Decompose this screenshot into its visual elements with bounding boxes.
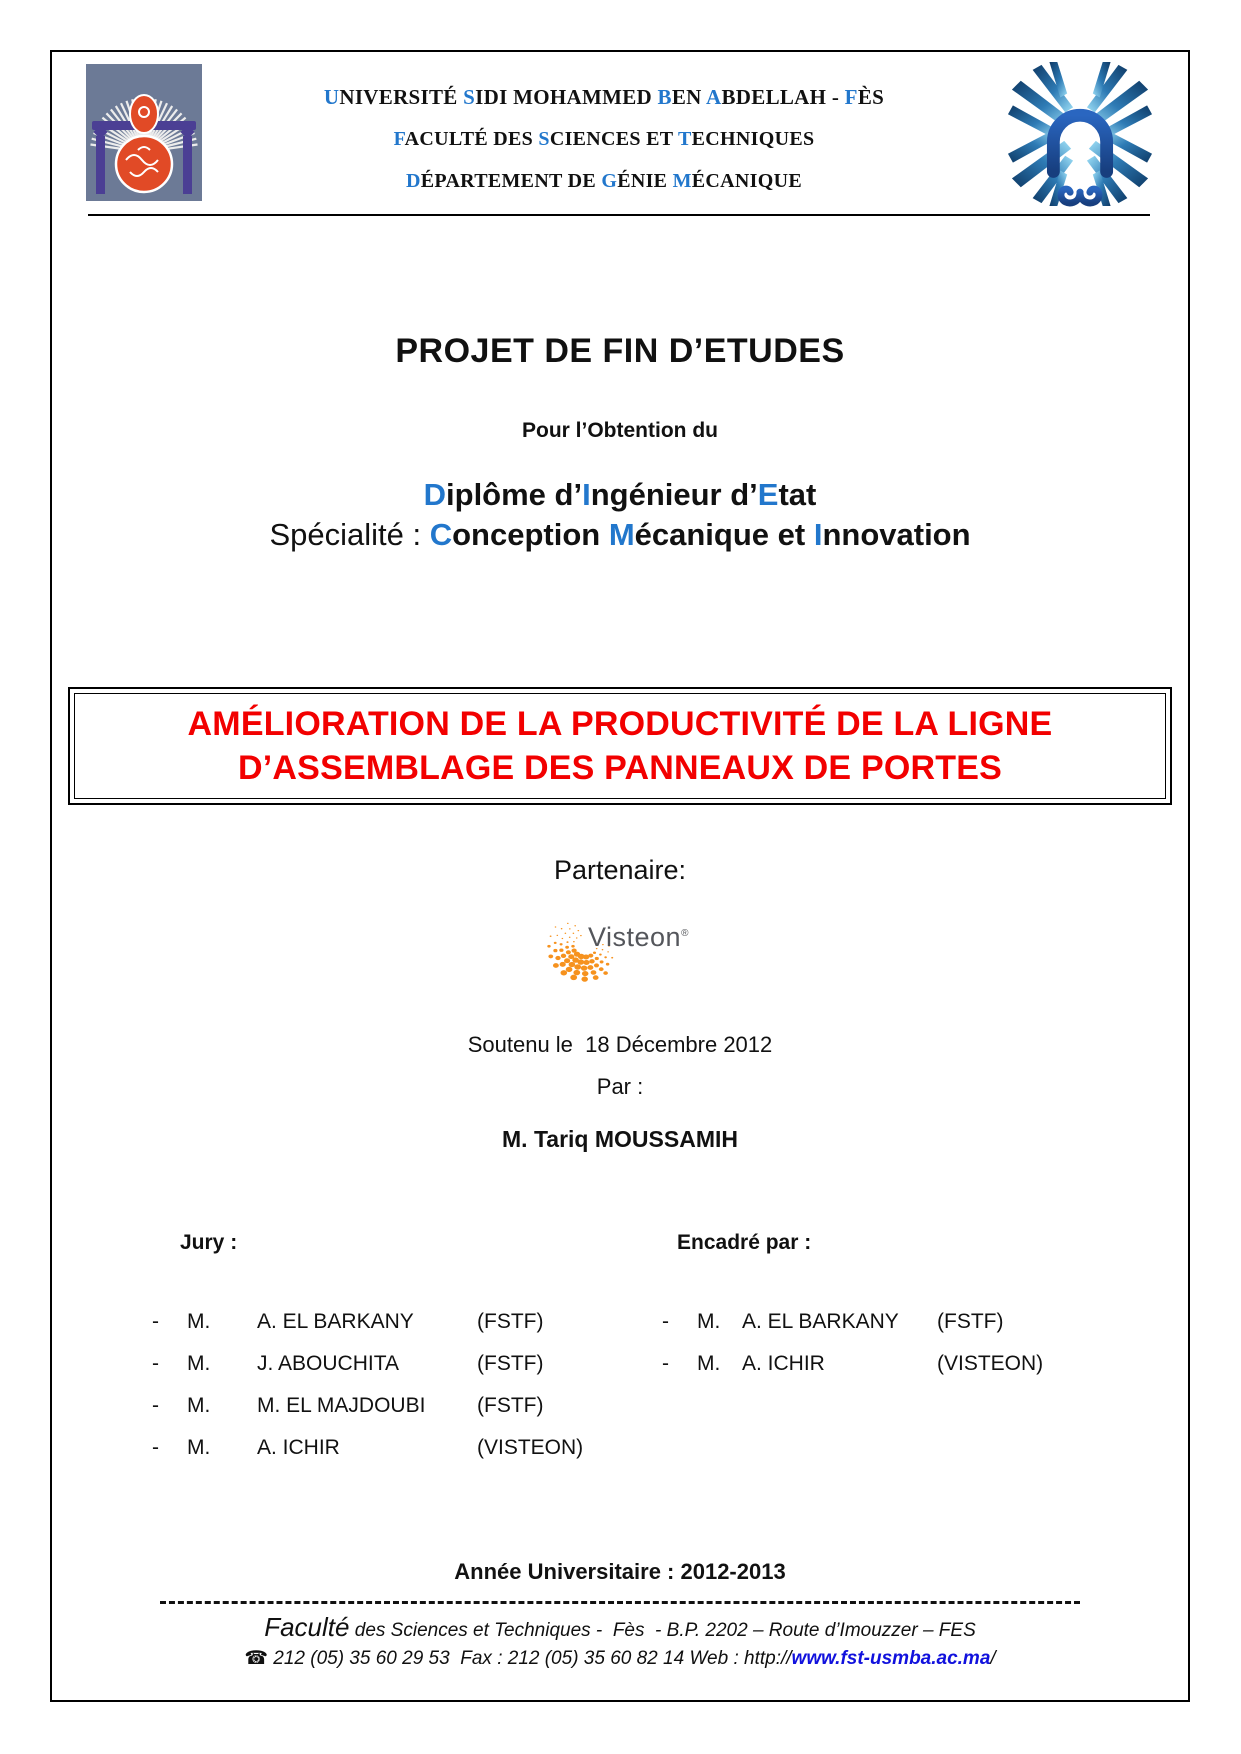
jury-label: Jury :: [180, 1231, 238, 1254]
jury-row: - M. A. ICHIR (VISTEON): [152, 1436, 584, 1459]
jury-row: - M. J. ABOUCHITA (FSTF): [152, 1352, 544, 1375]
defense-date: Soutenu le 18 Décembre 2012: [467, 1032, 773, 1057]
website-link[interactable]: www.fst-usmba.ac.ma: [791, 1648, 991, 1669]
jury-row: - M. A. EL BARKANY (FSTF): [152, 1310, 544, 1333]
supervisors-column: [662, 1231, 1132, 1469]
contact-line: [52, 1647, 1188, 1670]
diploma-line: Diplôme d’Ingénieur d’Etat: [423, 477, 817, 512]
thesis-title-line1: AMÉLIORATION DE LA PRODUCTIVITÉ DE LA LIGNE: [187, 705, 1053, 743]
faculty-address: [52, 1612, 1188, 1643]
supervisor-row: - M. A. ICHIR (VISTEON): [662, 1352, 1044, 1375]
institution-heading: [202, 64, 1006, 202]
by-label: Par :: [596, 1074, 644, 1099]
supervisors-label: Encadré par :: [677, 1231, 812, 1254]
page-border-frame: [50, 50, 1190, 1702]
faculty-name: FACULTÉ DES SCIENCES ET TECHNIQUES: [393, 128, 815, 150]
purpose-line: Pour l’Obtention du: [522, 419, 718, 442]
jury-row: - M. M. EL MAJDOUBI (FSTF): [152, 1394, 544, 1417]
supervisor-row: - M. A. EL BARKANY (FSTF): [662, 1310, 1004, 1333]
university-name: UNIVERSITÉ SIDI MOHAMMED BEN ABDELLAH - FÈS: [323, 85, 885, 109]
dashed-divider: [160, 1601, 1080, 1604]
registered-mark: ®: [681, 928, 689, 939]
thesis-title-line2: D’ASSEMBLAGE DES PANNEAUX DE PORTES: [238, 749, 1002, 787]
department-name: DÉPARTEMENT DE GÉNIE MÉCANIQUE: [406, 170, 802, 192]
faculty-address-lead: Faculté: [264, 1612, 350, 1642]
fst-logo: [1006, 60, 1154, 208]
specialty-line: Spécialité : Conception Mécanique et Innovation: [269, 517, 971, 552]
jury-column: [152, 1231, 622, 1469]
visteon-wordmark: Visteon®: [588, 922, 689, 952]
university-logo: [86, 64, 202, 201]
faculty-address-rest: des Sciences et Techniques - Fès - B.P. 2202 – Route d’Imouzzer – FES: [349, 1620, 976, 1641]
visteon-swirl-icon: [530, 983, 640, 1000]
header-divider: [88, 214, 1150, 216]
partner-label: Partenaire:: [553, 855, 687, 885]
document-type-title: PROJET DE FIN D’ETUDES: [395, 332, 845, 370]
visteon-logo: [530, 896, 710, 992]
committee-section: [52, 1231, 1188, 1469]
phone-icon: ☎: [244, 1648, 268, 1669]
author-name: M. Tariq MOUSSAMIH: [502, 1126, 738, 1152]
contact-text: 212 (05) 35 60 29 53 Fax : 212 (05) 35 60 82 14 Web : http://www.fst-usmba.ac.ma/: [267, 1648, 996, 1669]
thesis-title-box: [68, 687, 1172, 805]
academic-year: Année Universitaire : 2012-2013: [454, 1559, 786, 1584]
header: [52, 52, 1188, 208]
